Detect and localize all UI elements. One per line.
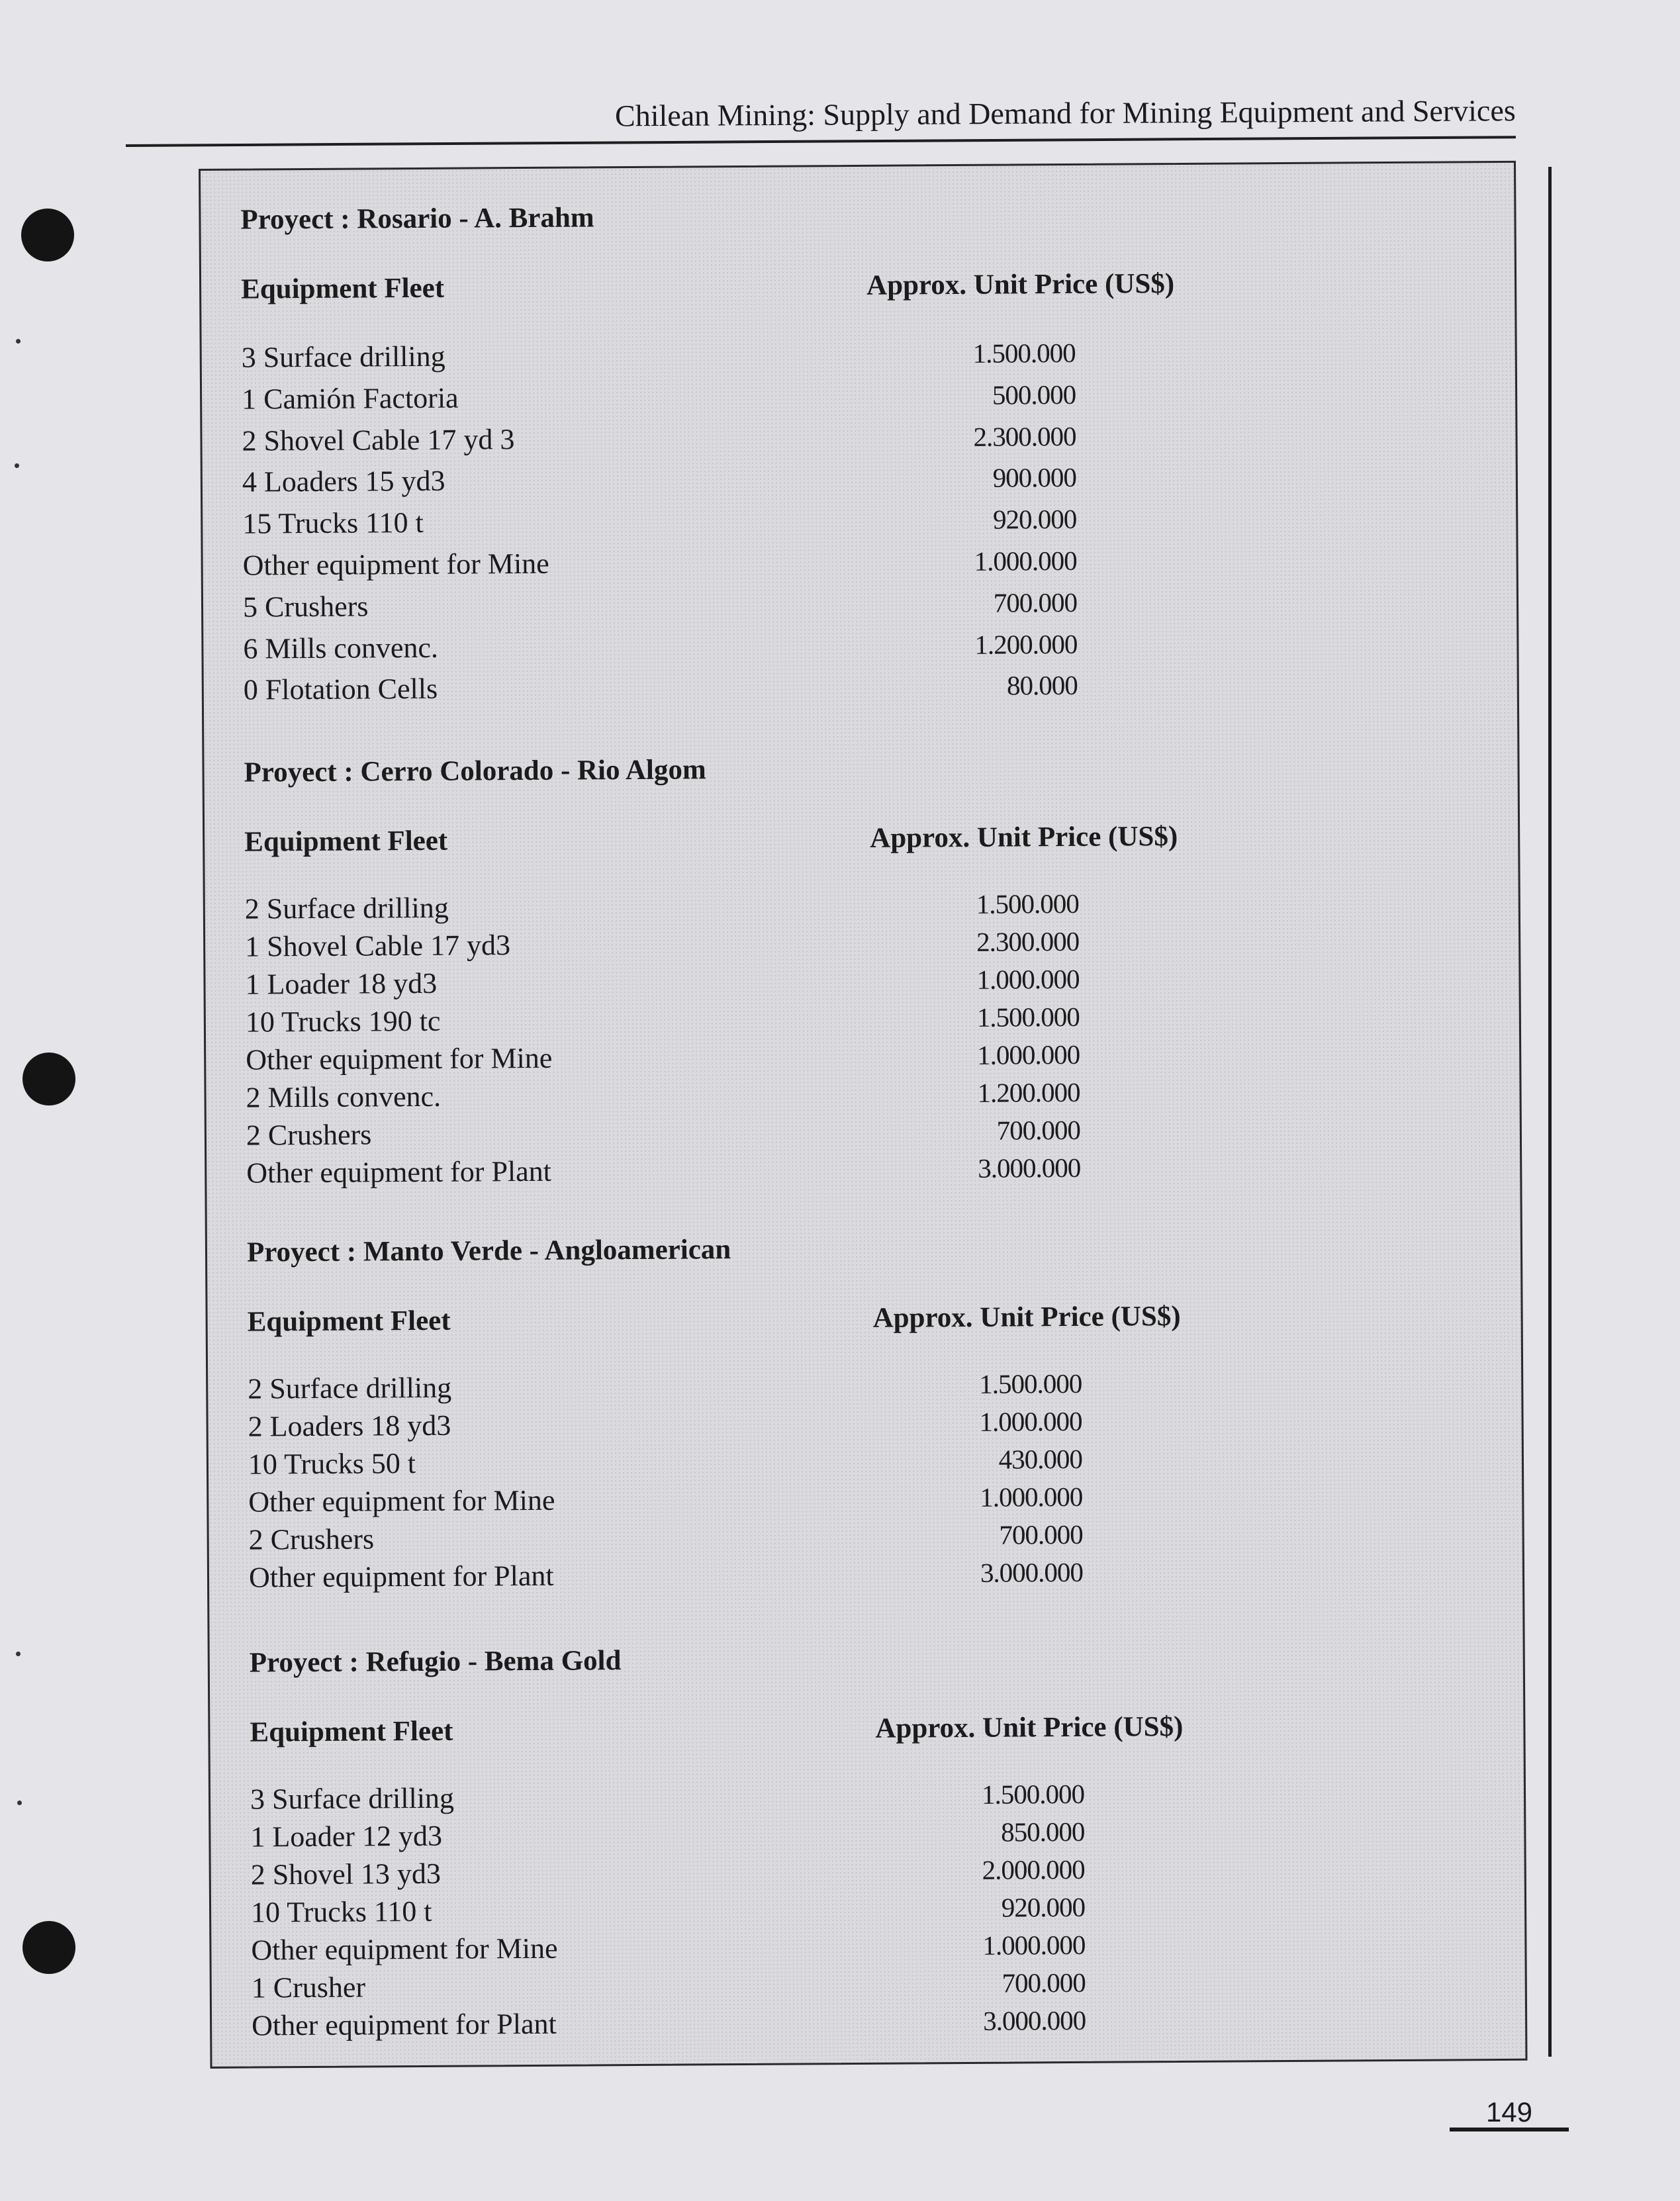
scan-speck [16,339,21,344]
equipment-name: 2 Crushers [246,1118,372,1152]
equipment-row [251,1887,1310,1932]
running-header [125,77,1516,147]
equipment-price: 1.200.000 [974,628,1078,660]
equipment-list [248,1364,1308,1597]
equipment-name: 10 Trucks 50 t [248,1447,416,1481]
equipment-price: 80.000 [1006,670,1078,701]
column-headings [241,263,1300,310]
equipment-price: 3.000.000 [982,2004,1086,2036]
equipment-price: 1.000.000 [980,1481,1083,1513]
equipment-name: 15 Trucks 110 t [242,506,424,540]
equipment-price: 850.000 [1000,1816,1085,1848]
equipment-price: 2.000.000 [982,1853,1085,1885]
column-headings [244,816,1303,863]
fleet-heading: Equipment Fleet [240,272,445,305]
equipment-row [251,1850,1310,1894]
equipment-row [243,581,1302,629]
equipment-name: Other equipment for Mine [242,547,549,582]
equipment-row [246,1035,1305,1079]
equipment-price: 700.000 [1002,1967,1086,1998]
column-headings [247,1296,1306,1342]
equipment-price: 700.000 [996,1114,1081,1146]
equipment-row [248,1401,1307,1446]
equipment-name: 6 Mills convenc. [243,631,439,665]
project-section-cerro-colorado [244,747,1305,1192]
equipment-name: 2 Surface drilling [248,1371,452,1405]
equipment-row [248,1439,1307,1483]
equipment-name: 0 Flotation Cells [243,673,438,706]
equipment-name: 2 Crushers [248,1522,375,1556]
equipment-row [242,414,1301,462]
project-section-refugio [250,1637,1311,2045]
column-headings [250,1707,1309,1753]
equipment-name: 2 Surface drilling [244,891,449,925]
equipment-price: 1.000.000 [977,1039,1080,1070]
equipment-price: 1.500.000 [979,1368,1082,1399]
equipment-row [249,1552,1308,1597]
price-heading: Approx. Unit Price (US$) [870,820,1178,854]
equipment-price: 2.300.000 [973,420,1076,452]
equipment-price: 2.300.000 [976,925,1080,957]
page-number: 149 [1450,2097,1569,2131]
equipment-list [245,884,1306,1192]
equipment-name: 1 Loader 12 yd3 [250,1819,443,1853]
equipment-price: 1.500.000 [972,337,1076,369]
equipment-price: 500.000 [992,379,1076,410]
equipment-row [246,997,1305,1041]
price-heading: Approx. Unit Price (US$) [866,267,1175,301]
punch-hole-top [21,209,74,261]
fleet-heading: Equipment Fleet [244,825,448,858]
equipment-row [246,1110,1305,1154]
equipment-name: 3 Surface drilling [250,1781,455,1816]
equipment-price: 1.500.000 [976,888,1079,919]
equipment-row [248,1364,1307,1408]
equipment-name: 3 Surface drilling [241,340,445,374]
equipment-name: 5 Crushers [242,590,369,624]
equipment-price: 3.000.000 [980,1556,1084,1588]
equipment-row [242,455,1301,504]
equipment-name: 10 Trucks 190 tc [245,1004,441,1039]
equipment-name: Other equipment for Mine [248,1483,555,1519]
equipment-row [252,1963,1311,2007]
equipment-row [242,373,1301,421]
equipment-price: 700.000 [993,586,1078,618]
equipment-row [250,1812,1309,1856]
equipment-price: 920.000 [1001,1891,1086,1923]
header-title: Chilean Mining: Supply and Demand for Mining Equipment and Services [614,93,1516,133]
equipment-name: Other equipment for Plant [246,1154,552,1190]
equipment-row [245,921,1304,966]
fleet-heading: Equipment Fleet [247,1305,451,1338]
equipment-name: 1 Loader 18 yd3 [245,966,438,1001]
project-section-rosario [240,194,1303,712]
equipment-name: 1 Crusher [251,1971,366,2004]
equipment-price: 900.000 [992,462,1077,494]
equipment-row [243,622,1302,670]
equipment-row [245,884,1304,928]
equipment-price: 1.000.000 [974,545,1077,577]
project-title: Proyect : Rosario - A. Brahm [240,202,594,236]
equipment-row [242,539,1301,587]
equipment-price: 700.000 [999,1519,1083,1550]
equipment-row [246,1148,1305,1192]
equipment-name: Other equipment for Plant [248,1559,554,1594]
equipment-name: 4 Loaders 15 yd3 [242,465,445,498]
vertical-rule [1548,167,1552,2057]
project-title: Proyect : Manto Verde - Angloamerican [246,1234,731,1268]
equipment-name: 2 Loaders 18 yd3 [248,1409,451,1443]
equipment-table-box [199,161,1527,2069]
equipment-price: 1.000.000 [976,963,1080,995]
equipment-name: 2 Mills convenc. [246,1080,442,1114]
equipment-row [242,497,1301,545]
equipment-row [250,1774,1309,1818]
equipment-row [248,1515,1307,1559]
equipment-row [246,1072,1305,1117]
equipment-price: 1.500.000 [981,1778,1085,1810]
equipment-price: 1.500.000 [976,1001,1080,1033]
equipment-price: 920.000 [992,504,1077,535]
scan-speck [15,463,19,468]
equipment-list [250,1774,1311,2045]
fleet-heading: Equipment Fleet [250,1715,453,1748]
equipment-name: Other equipment for Plant [251,2007,557,2042]
project-title: Proyect : Refugio - Bema Gold [249,1645,622,1679]
scan-speck [17,1801,22,1805]
equipment-price: 3.000.000 [978,1152,1081,1184]
equipment-price: 430.000 [998,1443,1083,1475]
equipment-price: 1.000.000 [979,1405,1082,1437]
project-section-manto-verde [247,1227,1308,1597]
equipment-row [248,1477,1307,1521]
equipment-row [244,663,1303,712]
equipment-name: 2 Shovel Cable 17 yd 3 [242,422,515,457]
equipment-row [245,959,1304,1004]
price-heading: Approx. Unit Price (US$) [872,1300,1181,1334]
equipment-price: 1.000.000 [982,1929,1086,1961]
price-heading: Approx. Unit Price (US$) [875,1710,1184,1744]
equipment-row [252,2000,1311,2045]
equipment-list [242,331,1303,712]
equipment-name: Other equipment for Mine [251,1932,558,1967]
equipment-name: 2 Shovel 13 yd3 [250,1857,442,1891]
equipment-price: 1.200.000 [977,1076,1080,1108]
equipment-row [242,331,1301,379]
equipment-name: 1 Camión Factoria [241,381,459,416]
equipment-row [251,1925,1310,1969]
equipment-name: 1 Shovel Cable 17 yd3 [245,929,511,963]
punch-hole-bottom [23,1921,75,1974]
scan-speck [16,1652,21,1656]
punch-hole-middle [23,1053,75,1105]
equipment-name: 10 Trucks 110 t [250,1895,432,1929]
equipment-name: Other equipment for Mine [246,1041,553,1076]
project-title: Proyect : Cerro Colorado - Rio Algom [244,754,706,788]
